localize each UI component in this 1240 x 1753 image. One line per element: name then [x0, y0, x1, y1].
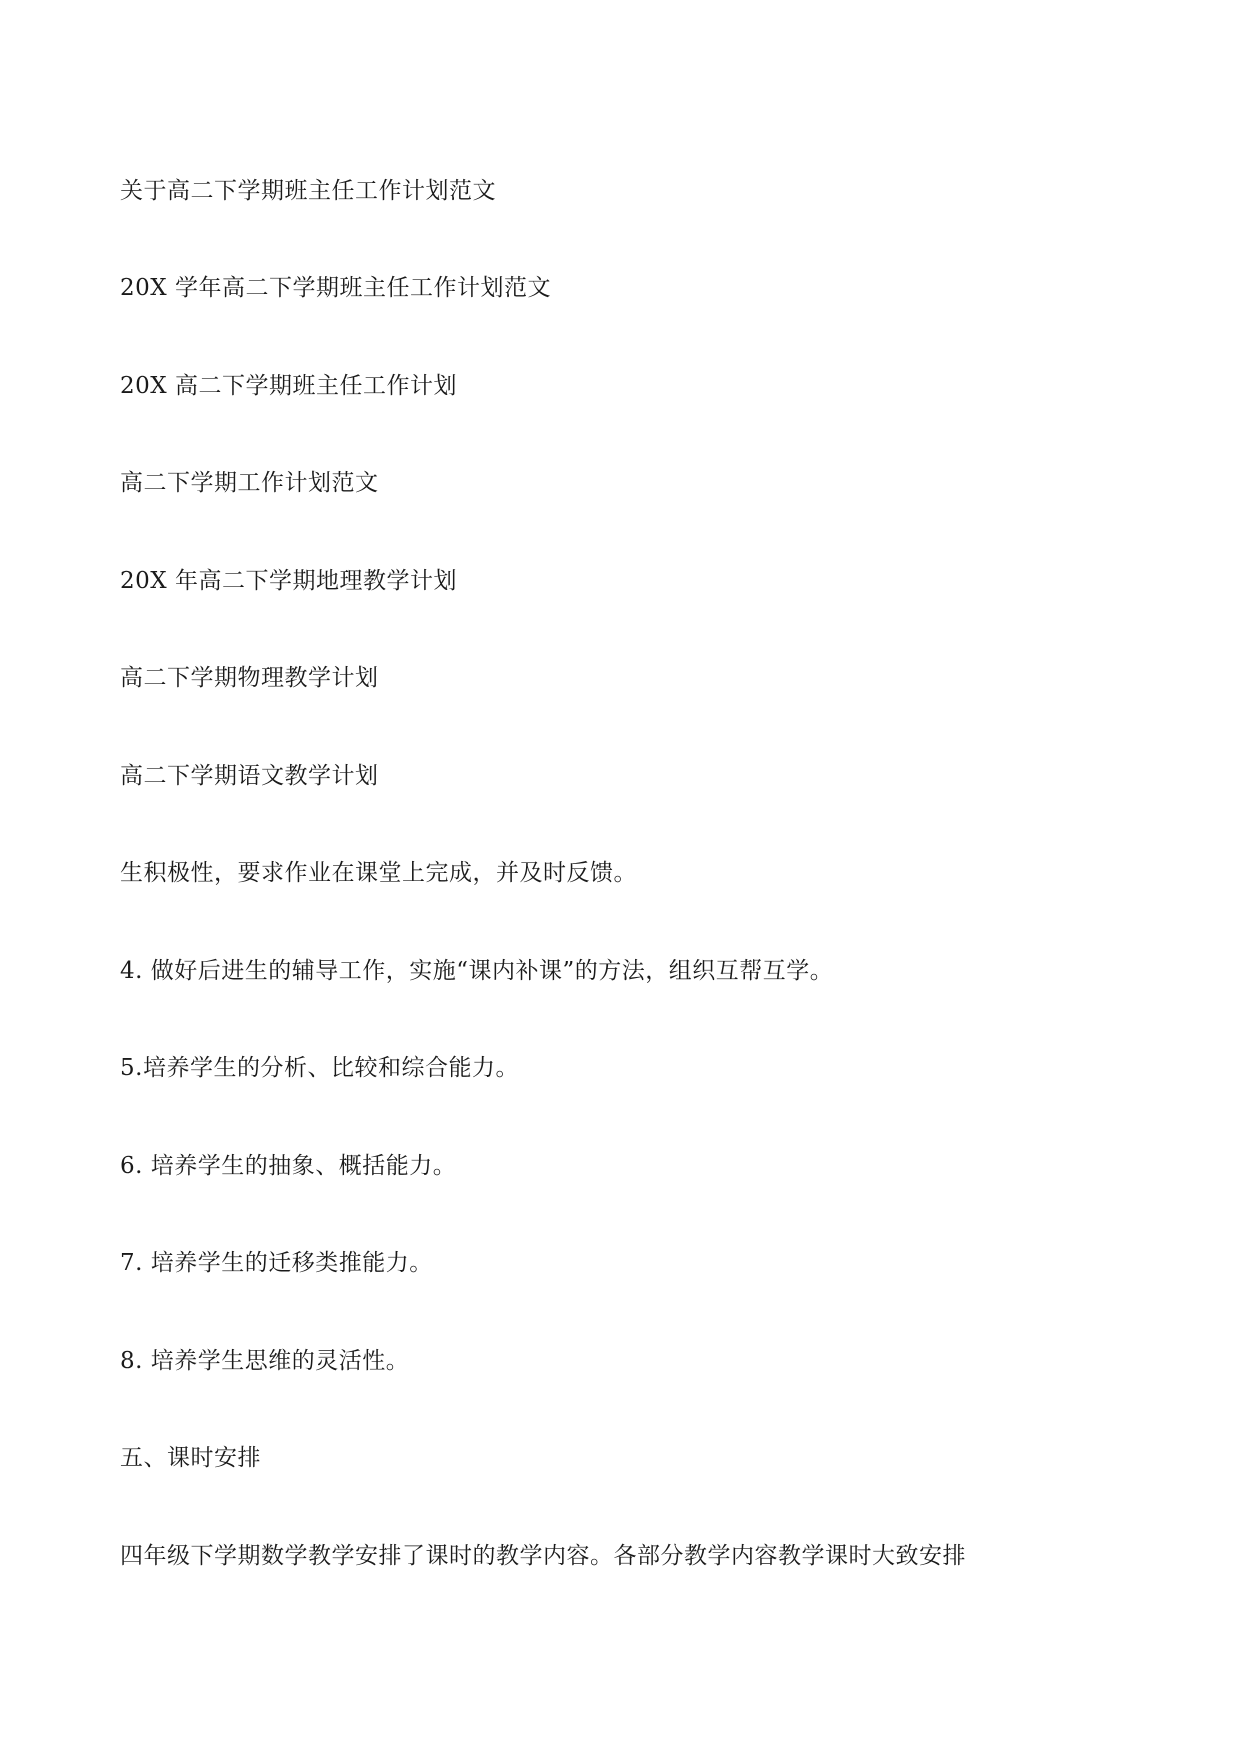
list-item-5: 5.培养学生的分析、比较和综合能力。 [120, 1055, 519, 1081]
related-link-title-5: 20X 年高二下学期地理教学计划 [120, 568, 457, 594]
related-link-title-2: 20X 学年高二下学期班主任工作计划范文 [120, 275, 551, 301]
section-heading-5: 五、课时安排 [120, 1445, 261, 1471]
body-paragraph-continuation: 生积极性，要求作业在课堂上完成，并及时反馈。 [120, 860, 637, 886]
list-item-6: 6. 培养学生的抽象、概括能力。 [120, 1153, 457, 1179]
related-link-title-6: 高二下学期物理教学计划 [120, 665, 379, 691]
list-item-7: 7. 培养学生的迁移类推能力。 [120, 1250, 433, 1276]
related-link-title-3: 20X 高二下学期班主任工作计划 [120, 373, 457, 399]
related-link-title-4: 高二下学期工作计划范文 [120, 470, 379, 496]
list-item-4: 4. 做好后进生的辅导工作，实施“课内补课”的方法，组织互帮互学。 [120, 958, 834, 984]
body-paragraph: 四年级下学期数学教学安排了课时的教学内容。各部分教学内容教学课时大致安排 [120, 1543, 966, 1569]
related-link-title-7: 高二下学期语文教学计划 [120, 763, 379, 789]
related-link-title-1: 关于高二下学期班主任工作计划范文 [120, 178, 496, 204]
list-item-8: 8. 培养学生思维的灵活性。 [120, 1348, 410, 1374]
